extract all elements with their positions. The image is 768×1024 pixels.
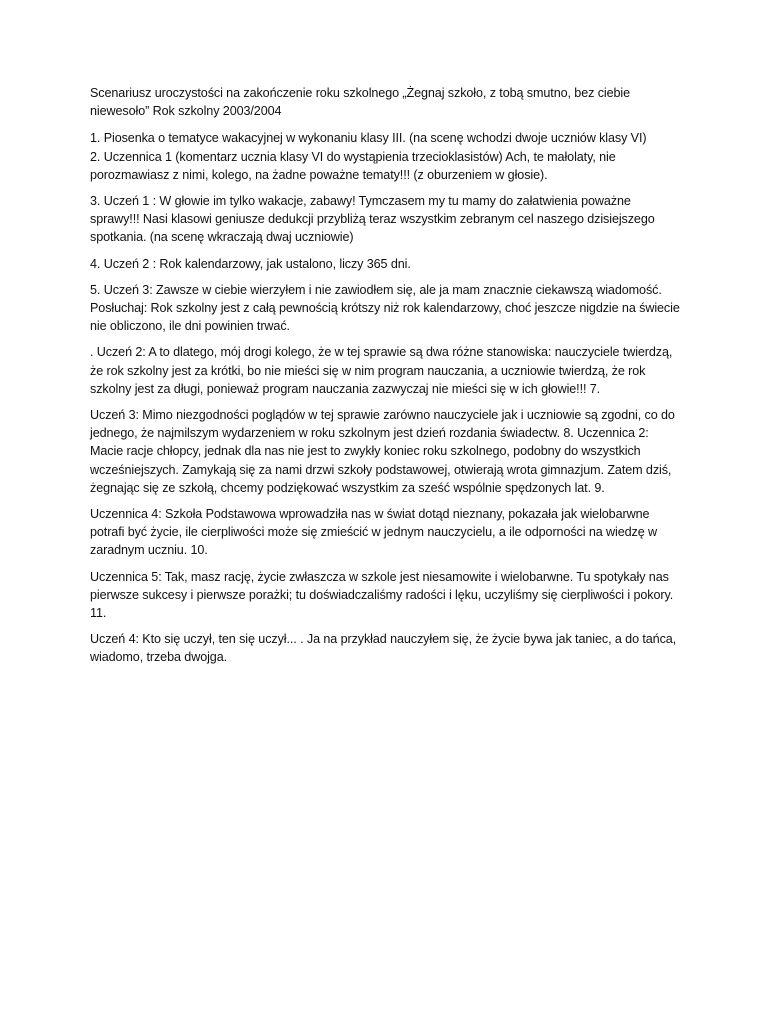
document-title: Scenariusz uroczystości na zakończenie roku szkolnego „Żegnaj szkoło, z tobą smutno, bez ciebie niewesoło” Rok szkolny 2003/2004 xyxy=(90,86,631,119)
paragraph-3: 4. Uczeń 2 : Rok kalendarzowy, jak ustalono, liczy 365 dni. xyxy=(90,256,411,271)
paragraph-1: 1. Piosenka o tematyce wakacyjnej w wykonaniu klasy III. (na scenę wchodzi dwoje uczniów klasy VI) 2. Uczennica 1 (komentarz ucznia klasy VI do wystąpienia trzecioklasistów) Ach, te małolaty, nie porozmawiasz z nimi, kolego, na żadne poważne tematy!!! (z oburzeniem w głosie). xyxy=(90,131,647,182)
paragraph-8: Uczennica 5: Tak, masz rację, życie zwłaszcza w szkole jest niesamowite i wielobarwne. Tu spotykały nas pierwsze sukcesy i pierwsze porażki; tu doświadczaliśmy radości i lęku, uczyliśmy się cierpliwości i pokory. 11. xyxy=(90,569,674,621)
document-page xyxy=(90,84,680,675)
paragraph-6: Uczeń 3: Mimo niezgodności poglądów w tej sprawie zarówno nauczyciele jak i uczniowie są zgodni, co do jednego, że najmilszym wydarzeniem w roku szkolnym jest dzień rozdania świadectw. 8. Uczennica 2: Macie racje chłopcy, jednak dla nas nie jest to zwykły koniec roku szkolnego, podobny do wszystkich wcześniejszych. Zamykają się za nami drzwi szkoły podstawowej, otwierają wrota gimnazjum. Zatem dziś, żegnając się ze szkołą, chcemy podziękować wszystkim za sześć wspólnie spędzonych lat. 9. xyxy=(90,408,675,495)
paragraph-7: Uczennica 4: Szkoła Podstawowa wprowadziła nas w świat dotąd nieznany, pokazała jak wielobarwne potrafi być życie, ile cierpliwości może się zmieścić w jednym nauczycielu, a ile odporności na wiedzę w zaradnym uczniu. 10. xyxy=(90,507,658,558)
paragraph-9: Uczeń 4: Kto się uczył, ten się uczył... . Ja na przykład nauczyłem się, że życie bywa jak taniec, a do tańca, wiadomo, trzeba dwojga. xyxy=(90,632,677,665)
paragraph-5: . Uczeń 2: A to dlatego, mój drogi kolego, że w tej sprawie są dwa różne stanowiska: nauczyciele twierdzą, że rok szkolny jest za krótki, bo nie mieści się w nim program nauczania, a uczniowie twierdzą, że rok szkolny jest za długi, ponieważ program nauczania zazwyczaj nie mieści się w ich głowie!!! 7. xyxy=(90,345,673,396)
paragraph-4: 5. Uczeń 3: Zawsze w ciebie wierzyłem i nie zawiodłem się, ale ja mam znacznie ciekawszą wiadomość. Posłuchaj: Rok szkolny jest z całą pewnością krótszy niż rok kalendarzowy, choć jeszcze nigdzie na świecie nie obliczono, ile dni powinien trwać. xyxy=(90,282,680,334)
paragraph-2: 3. Uczeń 1 : W głowie im tylko wakacje, zabawy! Tymczasem my tu mamy do załatwienia poważne sprawy!!! Nasi klasowi geniusze dedukcji przybliżą teraz wszystkim zebranym cel naszego dzisiejszego spotkania. (na scenę wkraczają dwaj uczniowie) xyxy=(90,194,655,245)
